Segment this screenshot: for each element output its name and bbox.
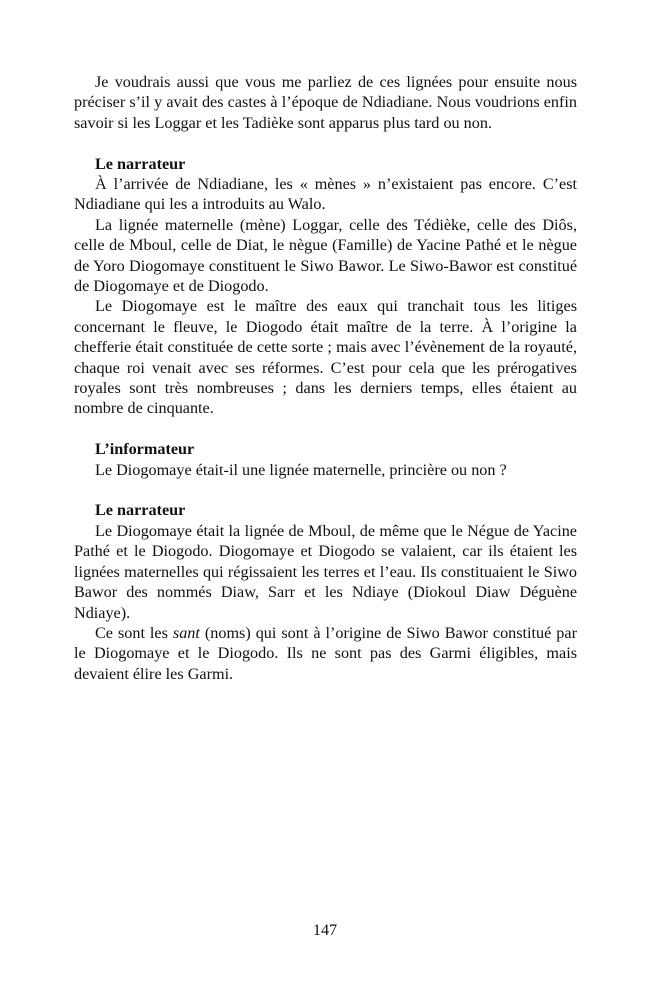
- page-body: [74, 72, 577, 684]
- narrator-answer-paragraph-2: [74, 623, 577, 684]
- narrator-paragraph-1: À l’arrivée de Ndiadiane, les « mènes » n’existaient pas encore. C’est Ndiadiane qui les a introduits au Walo.: [74, 175, 577, 214]
- section-spacer: [74, 133, 577, 153]
- italic-term-sant: sant: [172, 623, 200, 642]
- narrator-answer-paragraph-1: Le Diogomaye était la lignée de Mboul, de même que le Négue de Yacine Pathé et le Diogodo. Diogomaye et Diogodo se valaient, car ils étaient les lignées maternelles qui régissaient les terres et l’eau. Ils constituaient le Siwo Bawor des nommés Diaw, Sarr et les Ndiaye (Diokoul Diaw Déguène Ndiaye).: [74, 521, 577, 622]
- section-spacer: [74, 419, 577, 439]
- informant-question: Le Diogomaye était-il une lignée maternelle, princière ou non ?: [95, 460, 507, 479]
- page-number: 147: [312, 921, 338, 939]
- speaker-heading-informant: L’informateur: [95, 440, 195, 459]
- narrator-paragraph-2: La lignée maternelle (mène) Loggar, celle des Tédièke, celle des Diôs, celle de Mboul, celle de Diat, le nègue (Famille) de Yacine Pathé et le nègue de Yoro Diogomaye constituent le Siwo Bawor. Le Siwo-Bawor est constitué de Diogomaye et de Diogodo.: [74, 215, 577, 296]
- paragraph-text-after: (noms) qui sont à l’origine de Siwo Bawor constitué par le Diogomaye et le Diogodo. Ils ne sont pas des Garmi éligibles, mais devaient élire les Garmi.: [74, 623, 577, 683]
- speaker-heading-narrator: Le narrateur: [95, 154, 186, 173]
- speaker-heading-narrator-2: Le narrateur: [95, 501, 186, 520]
- section-spacer: [74, 480, 577, 500]
- narrator-paragraph-3: Le Diogomaye est le maître des eaux qui tranchait tous les litiges concernant le fleuve, le Diogodo était maître de la terre. À l’origine la chefferie était constituée de cette sorte ; mais avec l’évènement de la royauté, chaque roi venait avec ses réformes. C’est pour cela que les prérogatives royales sont très nombreuses ; dans les derniers temps, elles étaient au nombre de cinquante.: [74, 297, 577, 418]
- paragraph-text-before: Ce sont les: [95, 623, 173, 642]
- intro-paragraph: Je voudrais aussi que vous me parliez de ces lignées pour ensuite nous préciser s’il y avait des castes à l’époque de Ndiadiane. Nous voudrions enfin savoir si les Loggar et les Tadièke sont apparus plus tard ou non.: [74, 73, 577, 132]
